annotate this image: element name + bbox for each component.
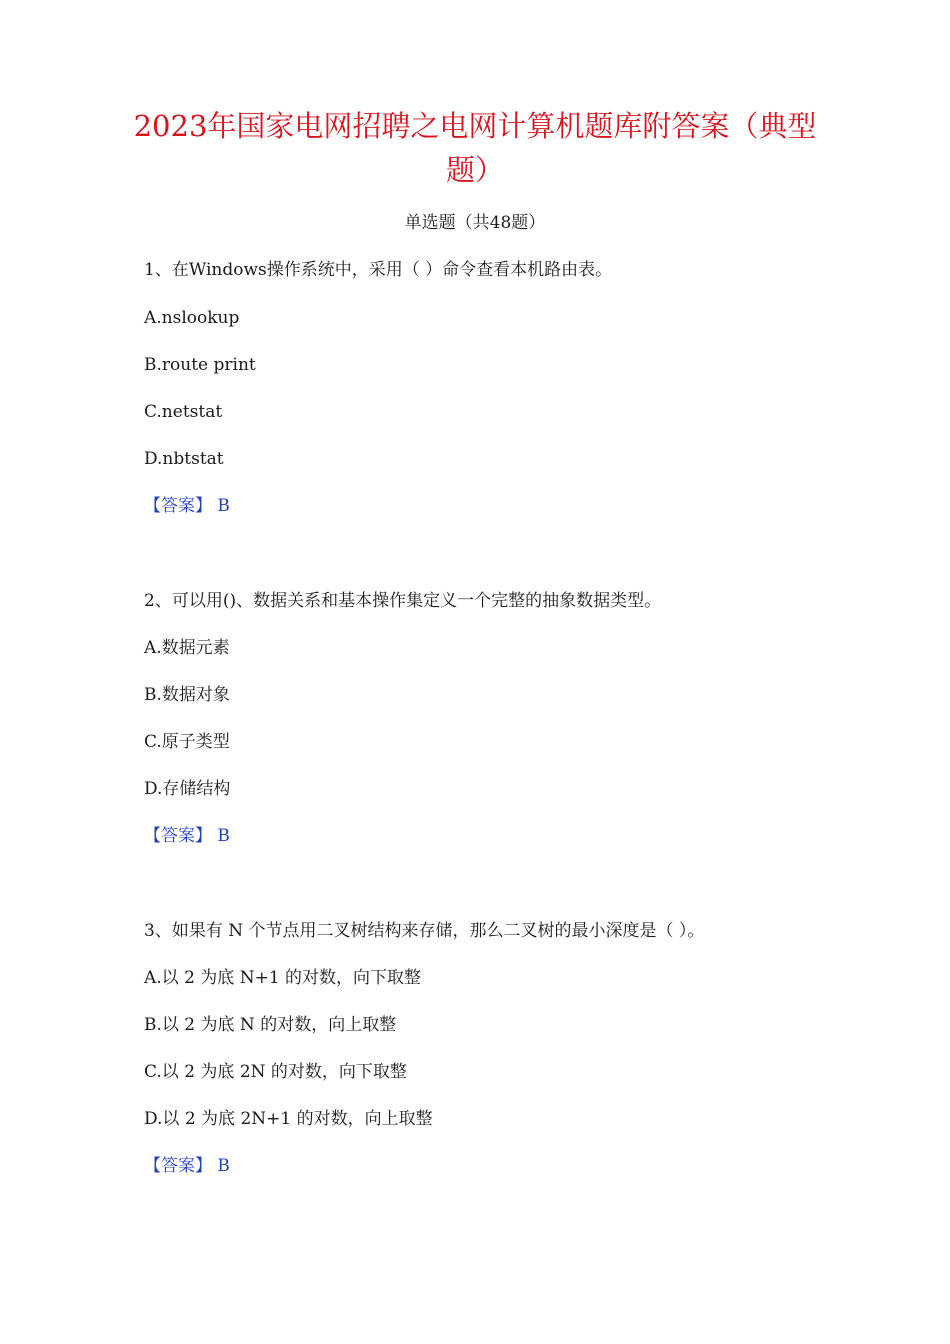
option-d: D.以 2 为底 2N+1 的对数，向上取整 <box>144 1109 433 1129</box>
answer-tag: 【答案】 <box>144 1156 212 1176</box>
document-title: 2023年国家电网招聘之电网计算机题库附答案（典型题） <box>133 109 817 187</box>
question-stem: 3、如果有 N 个节点用二叉树结构来存储，那么二叉树的最小深度是（ ）。 <box>144 921 705 941</box>
answer-line <box>144 493 230 519</box>
option-a: A.以 2 为底 N+1 的对数，向下取整 <box>144 968 422 988</box>
option-c: C.以 2 为底 2N 的对数，向下取整 <box>144 1062 407 1082</box>
question-stem: 1、在Windows操作系统中，采用（ ）命令查看本机路由表。 <box>144 260 613 280</box>
option-c: C.netstat <box>144 402 223 422</box>
option-d: D.存储结构 <box>144 779 231 799</box>
section-heading: 单选题（共48题） <box>404 213 546 233</box>
option-a: A.数据元素 <box>144 638 230 658</box>
option-c: C.原子类型 <box>144 732 230 752</box>
answer-value: B <box>217 1156 230 1176</box>
option-b: B.以 2 为底 N 的对数，向上取整 <box>144 1015 397 1035</box>
question-stem: 2、可以用()、数据关系和基本操作集定义一个完整的抽象数据类型。 <box>144 591 662 611</box>
option-d: D.nbtstat <box>144 449 224 469</box>
answer-tag: 【答案】 <box>144 826 212 846</box>
answer-value: B <box>217 826 230 846</box>
answer-value: B <box>217 496 230 516</box>
option-b: B.route print <box>144 355 256 375</box>
answer-tag: 【答案】 <box>144 496 212 516</box>
option-b: B.数据对象 <box>144 685 230 705</box>
option-a: A.nslookup <box>144 308 240 328</box>
answer-line <box>144 1153 230 1179</box>
answer-line <box>144 823 230 849</box>
